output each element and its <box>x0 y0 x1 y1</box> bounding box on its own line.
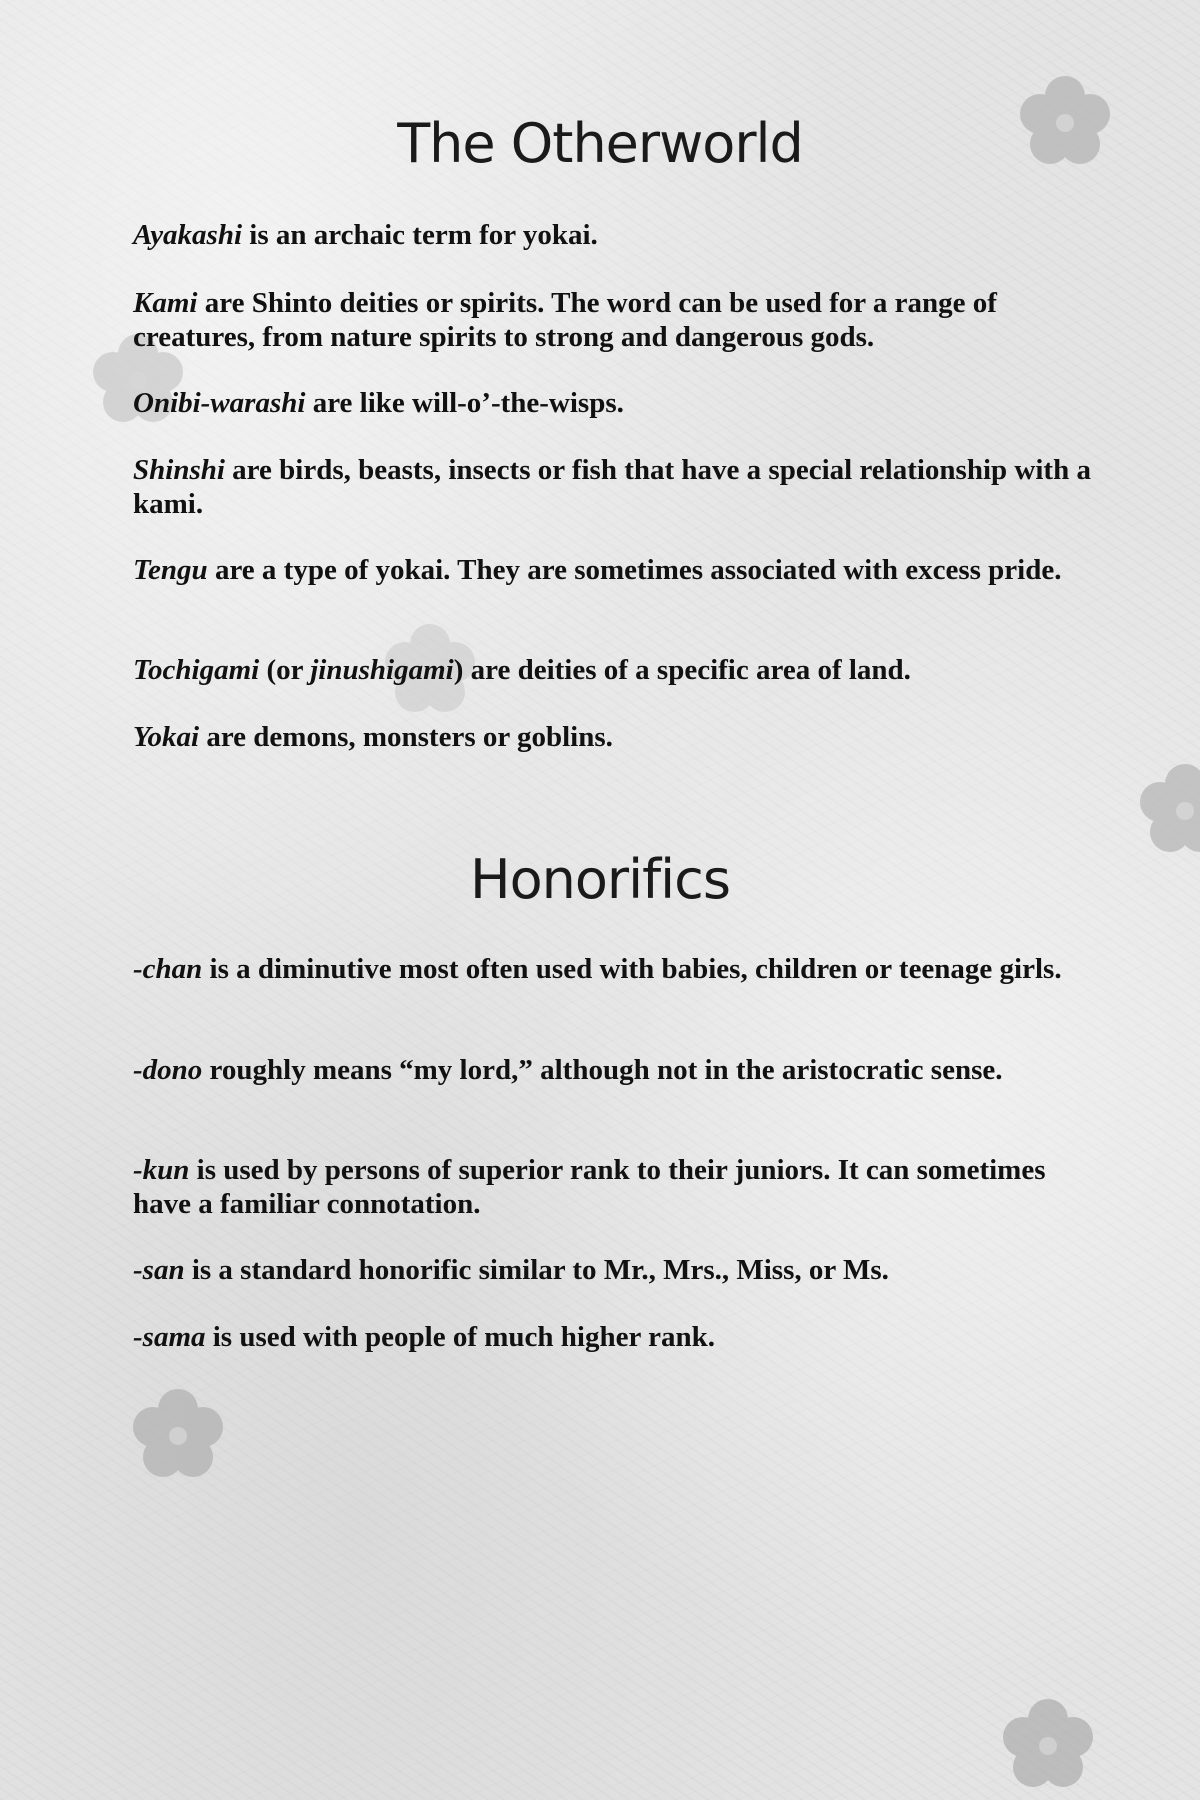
glossary-term: Yokai <box>133 721 200 753</box>
glossary-term: Ayakashi <box>133 219 243 251</box>
honorifics-title: Honorifics <box>470 848 730 911</box>
glossary-term-alt: jinushigami <box>310 654 454 686</box>
glossary-entry-onibi-warashi <box>133 386 1093 420</box>
glossary-definition: is an archaic term for yokai. <box>242 219 598 251</box>
glossary-definition-end: ) are deities of a specific area of land. <box>453 654 911 686</box>
glossary-entry-shinshi <box>133 453 1093 521</box>
glossary-term: Onibi-warashi <box>133 387 306 419</box>
glossary-entry-ayakashi <box>133 218 1093 252</box>
plum-blossom-icon <box>128 1385 228 1485</box>
honorific-entry-san <box>133 1253 1093 1287</box>
plum-blossom-icon <box>998 1695 1098 1795</box>
glossary-term: Tengu <box>133 554 208 586</box>
honorific-definition: roughly means “my lord,” although not in the aristocratic sense. <box>202 1054 1003 1086</box>
glossary-entry-yokai <box>133 720 1093 754</box>
honorific-term: -kun <box>133 1154 190 1186</box>
glossary-definition: are birds, beasts, insects or fish that have a special relationship with a kami. <box>133 454 1091 520</box>
glossary-definition: are demons, monsters or goblins. <box>199 721 613 753</box>
honorific-term: -san <box>133 1254 185 1286</box>
honorific-term: -sama <box>133 1321 206 1353</box>
honorific-term: -dono <box>133 1054 203 1086</box>
otherworld-title: The Otherworld <box>397 112 803 175</box>
honorific-definition: is a standard honorific similar to Mr., Mrs., Miss, or Ms. <box>184 1254 889 1286</box>
glossary-definition: are Shinto deities or spirits. The word can be used for a range of creatures, from nature spirits to strong and dangerous gods. <box>133 287 997 353</box>
glossary-term: Kami <box>133 287 198 319</box>
glossary-entry-kami <box>133 286 1093 354</box>
honorific-term: -chan <box>133 953 203 985</box>
glossary-term: Shinshi <box>133 454 225 486</box>
glossary-term: Tochigami <box>133 654 260 686</box>
honorific-entry-dono <box>133 1053 1093 1087</box>
plum-blossom-icon <box>1135 760 1200 860</box>
glossary-definition: are like will-o’-the-wisps. <box>305 387 624 419</box>
honorific-definition: is used with people of much higher rank. <box>205 1321 715 1353</box>
glossary-entry-tochigami <box>133 653 1093 687</box>
glossary-entry-tengu <box>133 553 1093 587</box>
honorific-entry-sama <box>133 1320 1093 1354</box>
glossary-definition: are a type of yokai. They are sometimes associated with excess pride. <box>207 554 1062 586</box>
honorific-entry-chan <box>133 952 1093 986</box>
honorific-definition: is a diminutive most often used with babies, children or teenage girls. <box>202 953 1062 985</box>
honorific-entry-kun <box>133 1153 1093 1221</box>
glossary-definition: (or <box>259 654 311 686</box>
honorific-definition: is used by persons of superior rank to their juniors. It can sometimes have a familiar connotation. <box>133 1154 1046 1220</box>
